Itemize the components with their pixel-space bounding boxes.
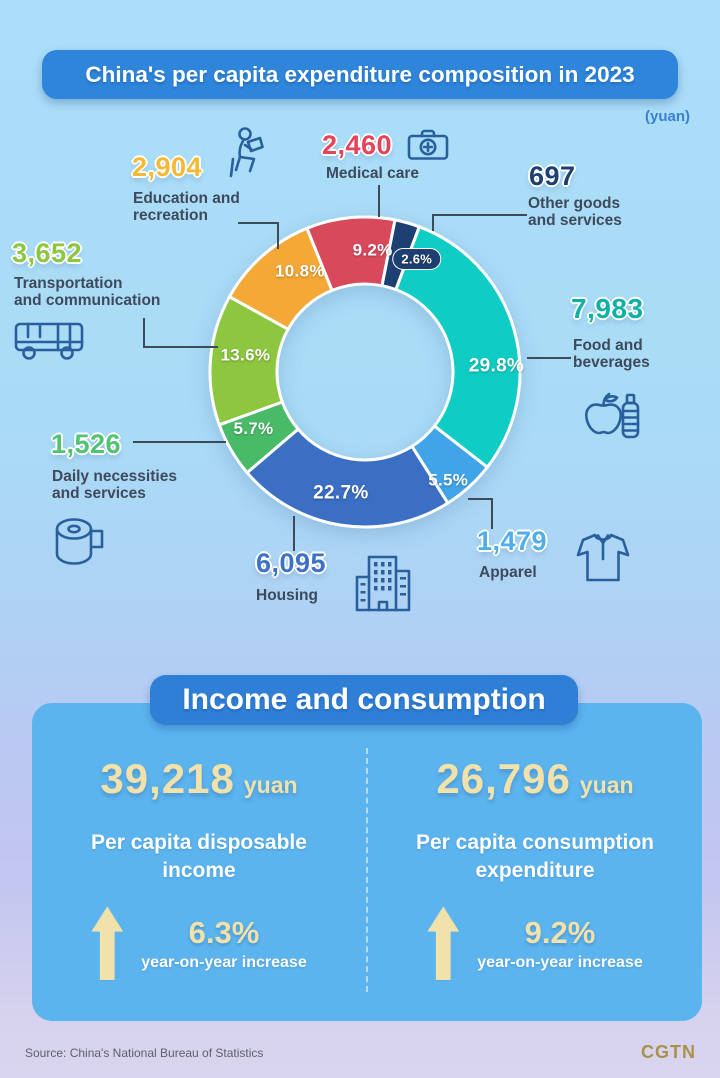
housing-label <box>256 588 318 605</box>
food-beverages-label <box>573 338 650 371</box>
donut-pct-label: 13.6% <box>220 345 271 365</box>
connector-transportation <box>143 318 218 348</box>
page-title: China's per capita expenditure composition in 2023 <box>42 50 678 99</box>
donut-pct-label: 22.7% <box>313 482 369 504</box>
label-line: and services <box>528 211 622 229</box>
other-goods-label <box>528 196 622 229</box>
change-note: year-on-year increase <box>141 953 307 971</box>
transportation-label <box>14 276 160 309</box>
label-line: recreation <box>133 206 208 224</box>
income-column-disposable <box>32 703 366 1021</box>
label-line: and services <box>52 484 146 502</box>
up-arrow-icon <box>91 906 123 980</box>
connector-daily-necessities <box>133 441 226 443</box>
label-line: income <box>162 858 236 882</box>
disposable-income-value: 39,218 <box>100 755 235 802</box>
donut-pct-label: 5.7% <box>233 418 274 438</box>
bus-icon <box>14 320 86 362</box>
disposable-income-change <box>91 906 306 980</box>
source-credit: Source: China's National Bureau of Statistics <box>25 1046 264 1060</box>
label-line: Housing <box>256 587 318 604</box>
disposable-income-value-row <box>100 755 297 803</box>
change-note: year-on-year increase <box>477 953 643 971</box>
change-stack <box>141 915 306 972</box>
donut-pct-label: 5.5% <box>428 470 469 490</box>
label-line: Per capita disposable <box>91 831 307 854</box>
apparel-value: 1,479 <box>477 526 548 556</box>
consumption-expenditure-value: 26,796 <box>436 755 571 802</box>
food-beverages-value: 7,983 <box>571 293 644 324</box>
label-line: beverages <box>573 353 650 371</box>
label-line: Food and <box>573 337 643 354</box>
connector-food <box>527 357 571 359</box>
disposable-income-unit: yuan <box>243 772 298 798</box>
daily-necessities-value: 1,526 <box>51 429 122 459</box>
person-reading-icon <box>220 126 264 188</box>
daily-necessities-label <box>52 469 177 502</box>
cgtn-logo: CGTN <box>641 1042 696 1062</box>
label-line: Daily necessities <box>52 468 177 485</box>
income-section-header: Income and consumption <box>150 675 578 725</box>
consumption-expenditure-unit: yuan <box>579 772 634 798</box>
label-line: Education and <box>133 190 240 207</box>
label-line: Transportation <box>14 275 123 292</box>
donut-pct-label: 9.2% <box>352 240 393 260</box>
change-percent: 6.3% <box>188 914 260 950</box>
shirt-icon <box>574 528 632 586</box>
transportation-value: 3,652 <box>12 238 83 268</box>
label-line: Medical care <box>326 165 420 182</box>
up-arrow-icon <box>427 906 459 980</box>
apple-bottle-icon <box>578 386 642 440</box>
label-line: and communication <box>14 291 161 309</box>
change-percent: 9.2% <box>524 914 596 950</box>
consumption-expenditure-change <box>427 906 642 980</box>
label-line: expenditure <box>475 858 595 882</box>
education-label <box>133 191 240 224</box>
income-column-consumption <box>368 703 702 1021</box>
disposable-income-label <box>91 829 307 884</box>
connector-housing <box>293 516 295 551</box>
label-line: Per capita consumption <box>415 831 655 854</box>
label-line: Apparel <box>479 564 537 581</box>
apparel-label <box>479 565 537 582</box>
donut-pct-label: 10.8% <box>275 261 325 281</box>
connector-apparel <box>468 498 493 529</box>
medical-care-label <box>326 166 419 183</box>
connector-education <box>238 222 279 249</box>
connector-other-goods <box>432 214 527 231</box>
consumption-expenditure-value-row <box>436 755 633 803</box>
other-goods-value: 697 <box>529 161 576 191</box>
change-stack <box>477 915 642 972</box>
education-value: 2,904 <box>132 152 203 182</box>
connector-medical <box>378 185 380 217</box>
label-line: Other goods <box>528 195 621 212</box>
donut-pct-label: 2.6% <box>401 251 433 267</box>
toilet-paper-icon <box>50 514 108 572</box>
consumption-expenditure-label <box>416 829 654 884</box>
donut-pct-label: 29.8% <box>468 355 525 377</box>
unit-note: (yuan) <box>645 108 690 125</box>
medical-care-value: 2,460 <box>322 130 393 160</box>
building-icon <box>352 554 414 614</box>
medical-kit-icon <box>406 127 450 161</box>
housing-value: 6,095 <box>256 548 327 578</box>
